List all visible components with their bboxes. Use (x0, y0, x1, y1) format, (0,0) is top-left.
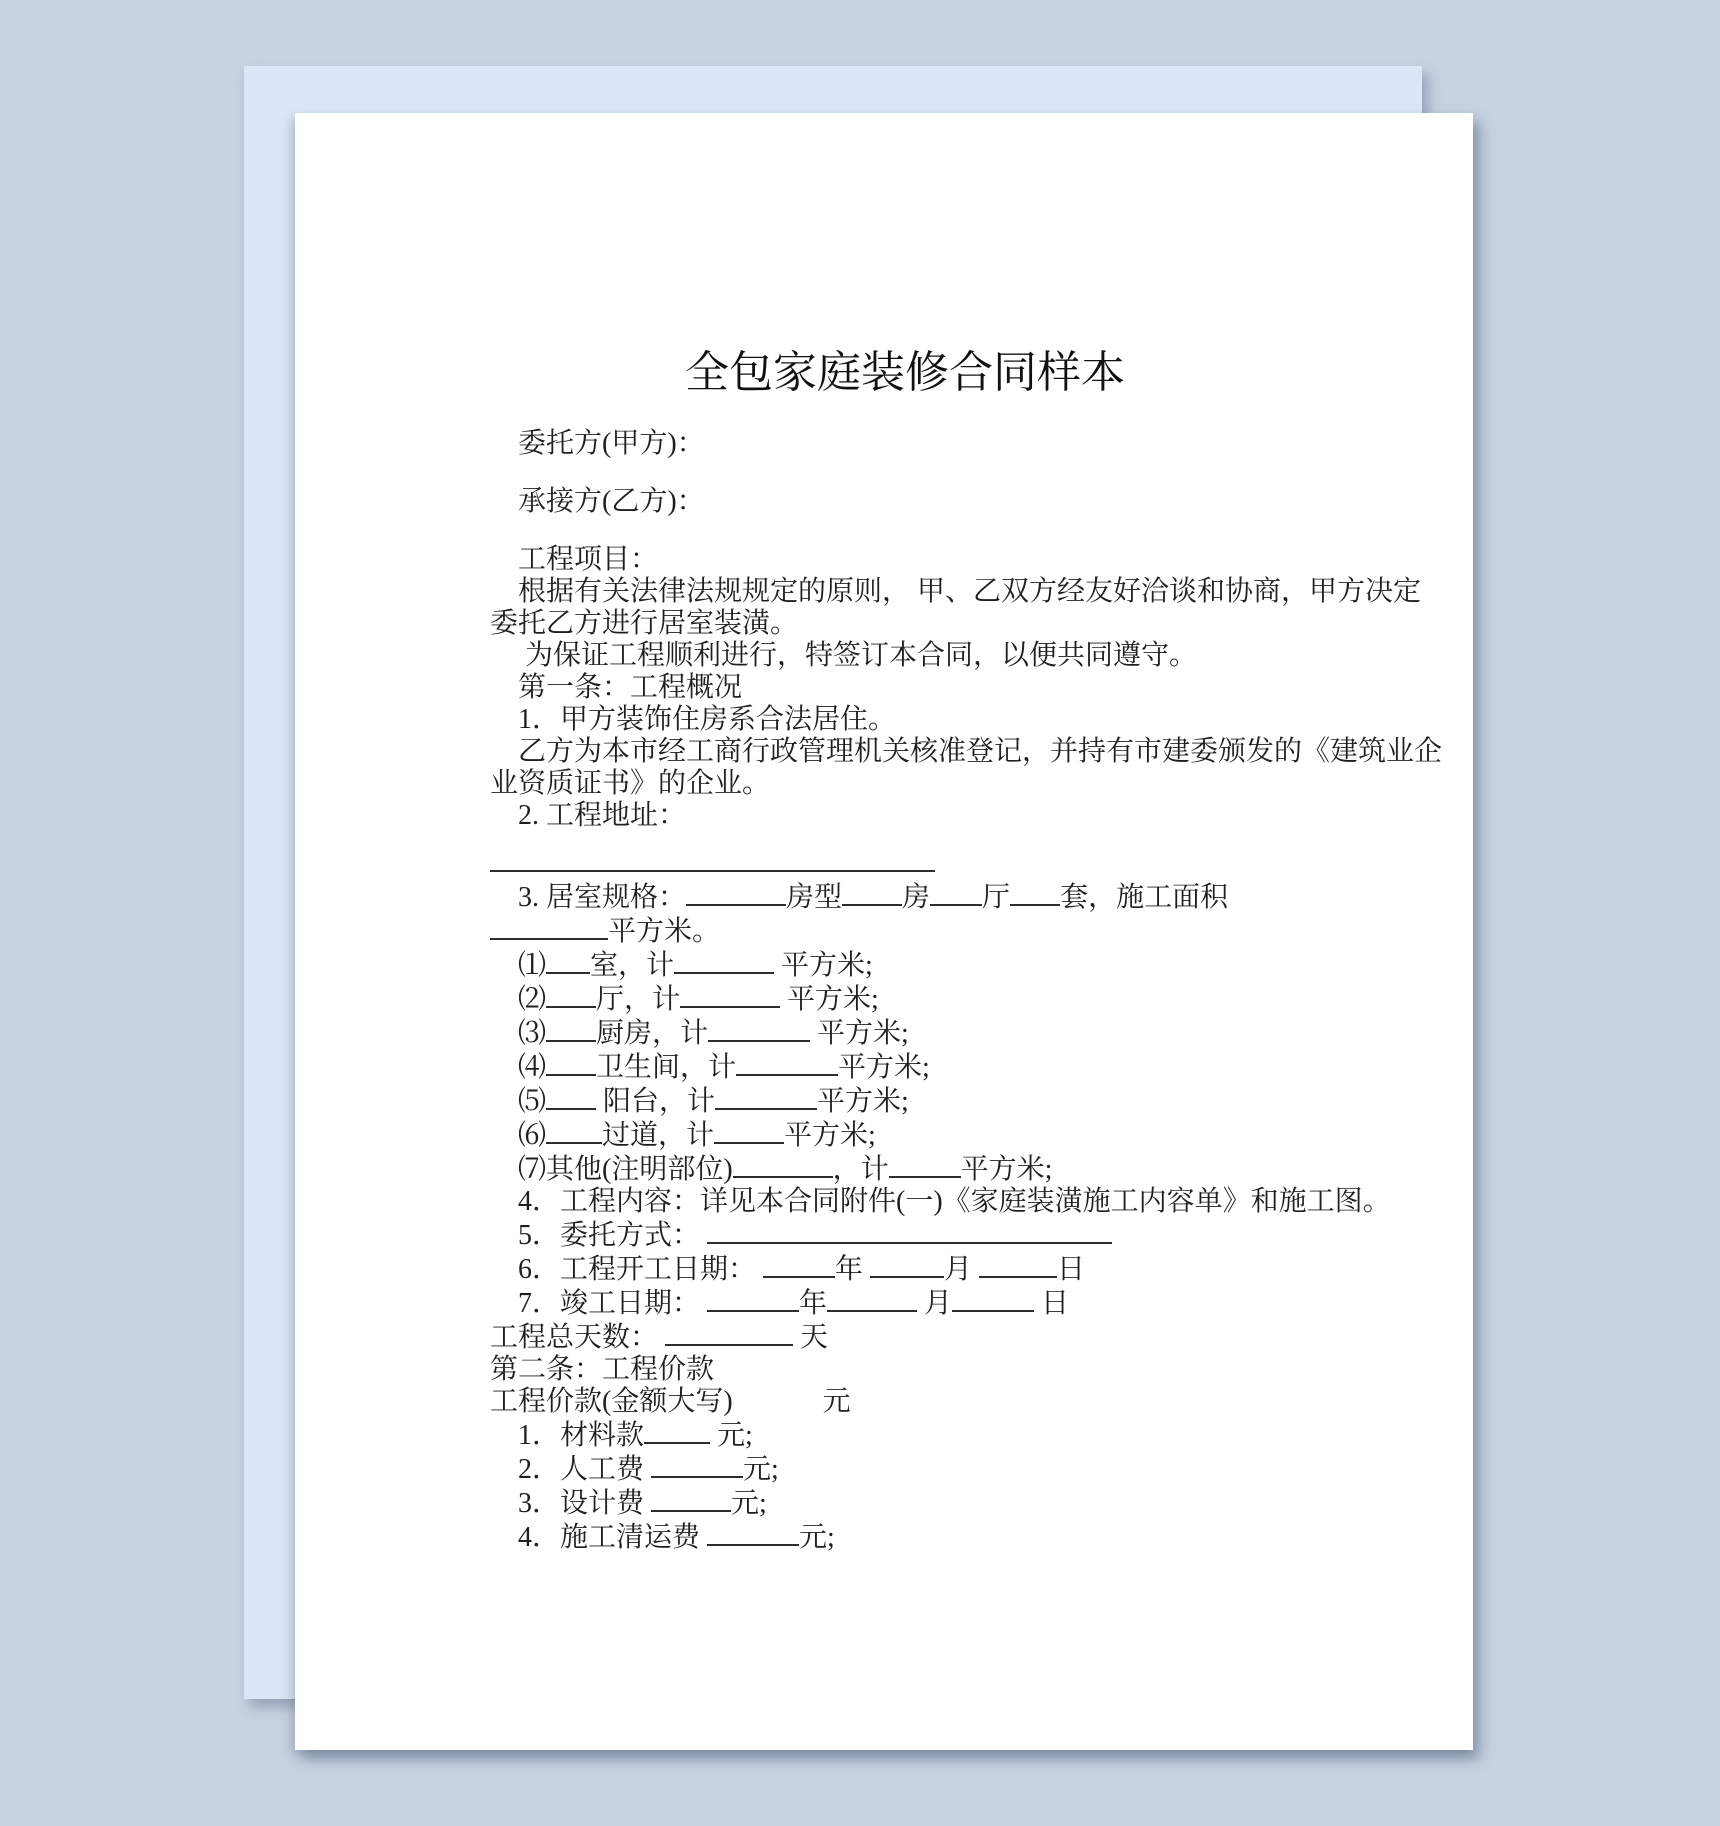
blank-underline (715, 1084, 817, 1110)
line-text: 2．人工费 (518, 1454, 652, 1485)
line-text: 厅，计 (596, 984, 681, 1015)
line-text: ⑸ (518, 1086, 547, 1117)
document-line (490, 1118, 1320, 1152)
document-line (490, 768, 1320, 800)
line-text: ⑷ (518, 1052, 547, 1083)
line-text: 7．竣工日期： (518, 1288, 708, 1319)
document-line (490, 1084, 1320, 1118)
line-text: 4．施工清运费 (518, 1522, 708, 1553)
blank-underline (1010, 880, 1060, 906)
line-text: 平方米。 (608, 916, 721, 947)
blank-underline (490, 914, 608, 940)
line-text: 房 (902, 882, 931, 913)
blank-underline (546, 948, 590, 974)
document-line (490, 1486, 1320, 1520)
document-line (490, 736, 1443, 768)
line-text: 过道，计 (602, 1120, 715, 1151)
line-text: 卫生间，计 (596, 1052, 737, 1083)
blank-underline (714, 1118, 784, 1144)
blank-underline (827, 1286, 917, 1312)
blank-underline (979, 1252, 1057, 1278)
blank-underline (651, 1486, 731, 1512)
line-text: 4．工程内容：详见本合同附件(一)《家庭装潢施工内容单》和施工图。 (518, 1186, 1391, 1217)
document-line (490, 608, 1320, 640)
blank-underline (665, 1320, 793, 1346)
document-line (490, 1386, 1320, 1418)
line-text: 承接方(乙方)： (518, 486, 705, 517)
line-text: 平方米; (838, 1052, 930, 1083)
blank-underline (546, 1050, 596, 1076)
line-text: 月 (944, 1254, 980, 1285)
line-text: 2. 工程地址： (518, 800, 687, 831)
line-text: 委托乙方进行居室装潢。 (490, 608, 799, 639)
document-line (490, 1354, 1320, 1386)
document-line (490, 1452, 1320, 1486)
document-line (490, 1286, 1320, 1320)
blank-underline (707, 1286, 799, 1312)
line-text: 平方米; (810, 1018, 909, 1049)
line-text: 阳台，计 (596, 1086, 716, 1117)
blank-underline (952, 1286, 1034, 1312)
document-content (490, 113, 1443, 1554)
document-line (490, 1152, 1320, 1186)
document-line (490, 914, 1320, 948)
blank-underline (546, 1084, 596, 1110)
line-text: 乙方为本市经工商行政管理机关核准登记，并持有市建委颁发的《建筑业企 (518, 736, 1443, 767)
line-text: 根据有关法律法规规定的原则， 甲、乙双方经友好洽谈和协商，甲方决定 (518, 576, 1422, 607)
document-line (490, 846, 1320, 880)
line-text: 平方米; (817, 1086, 909, 1117)
line-text: ，计 (832, 1154, 889, 1185)
document-page (295, 113, 1473, 1750)
line-text: 工程价款(金额大写) (490, 1386, 733, 1417)
line-text: 平方米; (780, 984, 879, 1015)
blank-underline (546, 1118, 602, 1144)
document-line (490, 800, 1320, 832)
line-text: 厅 (982, 882, 1011, 913)
blank-underline (733, 1152, 833, 1178)
line-text: 房型 (786, 882, 843, 913)
blank-underline (707, 1520, 799, 1546)
document-line (490, 1050, 1320, 1084)
line-text: 年 (835, 1254, 871, 1285)
document-line (490, 880, 1320, 914)
line-text: 6．工程开工日期： (518, 1254, 764, 1285)
document-title: 全包家庭装修合同样本 (685, 348, 1125, 397)
line-text: 厨房，计 (596, 1018, 709, 1049)
line-text: ⑵ (518, 984, 547, 1015)
line-text: 元 (822, 1386, 851, 1417)
line-text: 日 (1057, 1254, 1086, 1285)
line-text: ⑹ (518, 1120, 547, 1151)
line-text: 业资质证书》的企业。 (490, 768, 771, 799)
blank-underline (546, 1016, 596, 1042)
spacer (733, 1408, 823, 1410)
document-line (490, 486, 1320, 518)
blank-underline (490, 846, 935, 872)
line-text: 元; (710, 1420, 753, 1451)
line-text: 为保证工程顺利进行，特签订本合同，以便共同遵守。 (518, 640, 1198, 671)
blank-underline (686, 880, 786, 906)
document-line (490, 640, 1320, 672)
line-text: ⑶ (518, 1018, 547, 1049)
blank-underline (674, 948, 774, 974)
document-line (490, 948, 1320, 982)
blank-underline (930, 880, 982, 906)
blank-underline (736, 1050, 838, 1076)
line-text: 元; (743, 1454, 779, 1485)
document-lines (490, 428, 1443, 1554)
line-text: 工程总天数： (490, 1322, 666, 1353)
line-text: 3．设计费 (518, 1488, 652, 1519)
document-line (490, 1252, 1320, 1286)
document-line (490, 1186, 1391, 1218)
blank-underline (763, 1252, 835, 1278)
blank-underline (651, 1452, 743, 1478)
document-line (490, 1418, 1320, 1452)
document-line (490, 704, 1320, 736)
line-text: 天 (793, 1322, 829, 1353)
line-text: 委托方(甲方)： (518, 428, 705, 459)
blank-underline (870, 1252, 944, 1278)
document-line (490, 672, 1320, 704)
line-text: 5．委托方式： (518, 1220, 708, 1251)
line-text: 工程项目： (518, 544, 659, 575)
line-text: ⑴ (518, 950, 547, 981)
document-line (490, 1016, 1320, 1050)
line-text: 1．甲方装饰住房系合法居住。 (518, 704, 897, 735)
blank-underline (708, 1016, 810, 1042)
line-text: ⑺其他(注明部位) (518, 1154, 733, 1185)
document-line (490, 982, 1320, 1016)
line-text: 第一条：工程概况 (518, 672, 743, 703)
line-text: 套，施工面积 (1060, 882, 1229, 913)
line-text: 年 (799, 1288, 828, 1319)
blank-underline (842, 880, 902, 906)
blank-underline (644, 1418, 710, 1444)
line-text: 平方米; (774, 950, 873, 981)
line-text: 第二条：工程价款 (490, 1354, 715, 1385)
line-text: 3. 居室规格： (518, 882, 687, 913)
line-text: 1．材料款 (518, 1420, 645, 1451)
line-text: 平方米; (960, 1154, 1053, 1185)
line-text: 元; (731, 1488, 767, 1519)
document-line (490, 428, 1320, 460)
document-line (490, 1520, 1320, 1554)
blank-underline (680, 982, 780, 1008)
line-text: 日 (1034, 1288, 1070, 1319)
line-text: 平方米; (784, 1120, 876, 1151)
line-text: 室，计 (590, 950, 675, 981)
document-line (490, 576, 1422, 608)
blank-underline (707, 1218, 1112, 1244)
blank-underline (889, 1152, 961, 1178)
document-line (490, 544, 1320, 576)
document-line (490, 1218, 1320, 1252)
document-line (490, 1320, 1320, 1354)
line-text: 元; (799, 1522, 835, 1553)
line-text: 月 (917, 1288, 953, 1319)
blank-underline (546, 982, 596, 1008)
